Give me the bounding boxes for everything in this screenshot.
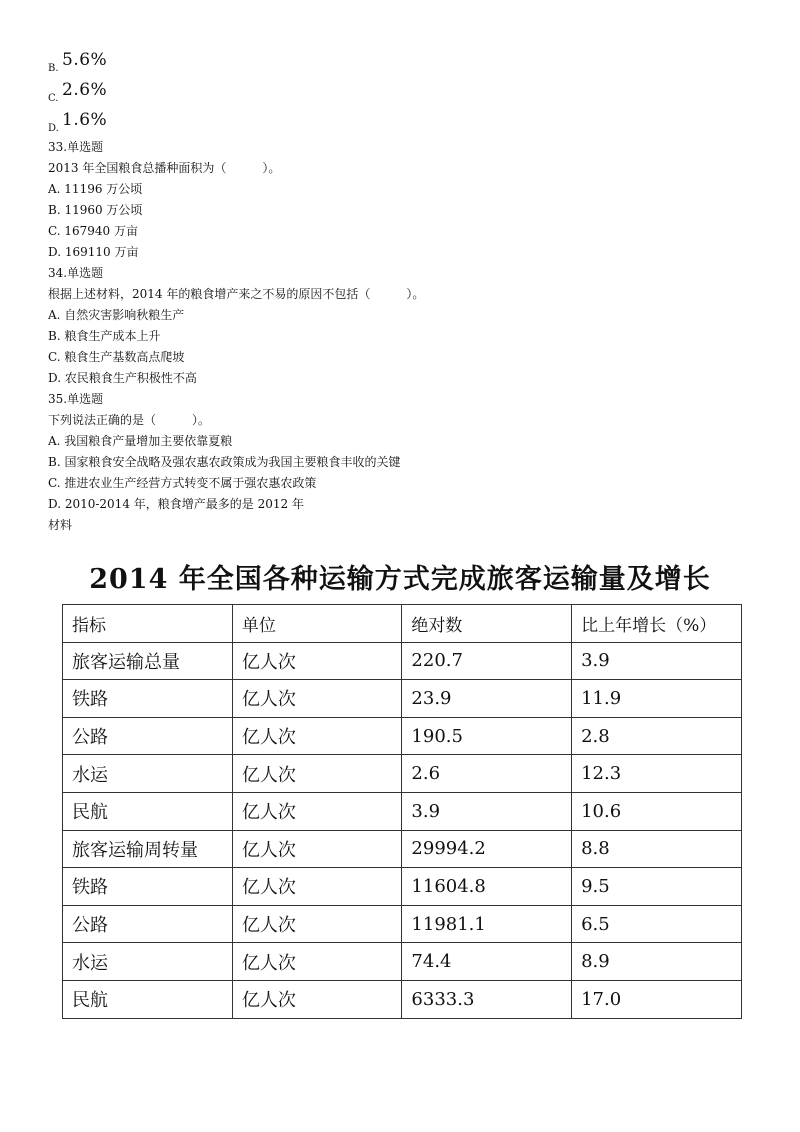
table-cell: 亿人次	[232, 943, 402, 981]
table-cell: 12.3	[572, 755, 742, 793]
question-35-option-d: D. 2010-2014 年，粮食增产最多的是 2012 年	[48, 497, 304, 511]
question-35-option-c: C. 推进农业生产经营方式转变不属于强农惠农政策	[48, 476, 317, 490]
table-header-row	[63, 605, 742, 643]
option-value: 1.6%	[62, 110, 108, 130]
table-row	[63, 792, 742, 830]
table-cell: 3.9	[402, 792, 572, 830]
option-value: 2.6%	[62, 80, 108, 100]
table-cell: 11604.8	[402, 868, 572, 906]
table-cell: 190.5	[402, 717, 572, 755]
material-label: 材料	[48, 518, 73, 532]
table-cell: 亿人次	[232, 868, 402, 906]
table-cell: 亿人次	[232, 980, 402, 1018]
table-cell: 8.8	[572, 830, 742, 868]
table-cell: 11981.1	[402, 905, 572, 943]
question-33-option-c: C. 167940 万亩	[48, 224, 139, 238]
table-cell: 亿人次	[232, 830, 402, 868]
table-cell: 民航	[63, 792, 233, 830]
question-35-option-b: B. 国家粮食安全战略及强农惠农政策成为我国主要粮食丰收的关键	[48, 455, 401, 469]
table-cell: 10.6	[572, 792, 742, 830]
table-cell: 水运	[63, 755, 233, 793]
question-33-option-d: D. 169110 万亩	[48, 245, 139, 259]
table-cell: 亿人次	[232, 905, 402, 943]
table-cell: 9.5	[572, 868, 742, 906]
table-row	[63, 755, 742, 793]
question-34-option-d: D. 农民粮食生产积极性不高	[48, 371, 197, 385]
table-cell: 民航	[63, 980, 233, 1018]
question-33-option-a: A. 11196 万公顷	[48, 182, 143, 196]
question-34-stem: 根据上述材料，2014 年的粮食增产来之不易的原因不包括（ ）。	[48, 287, 425, 301]
table-cell: 水运	[63, 943, 233, 981]
table-header-cell: 比上年增长（%）	[572, 605, 742, 643]
question-35-stem: 下列说法正确的是（ ）。	[48, 413, 211, 427]
table-cell: 亿人次	[232, 755, 402, 793]
table-row	[63, 642, 742, 680]
table-cell: 铁路	[63, 680, 233, 718]
question-35-option-a: A. 我国粮食产量增加主要依靠夏粮	[48, 434, 233, 448]
table-cell: 亿人次	[232, 680, 402, 718]
question-34-option-b: B. 粮食生产成本上升	[48, 329, 161, 343]
table-cell: 亿人次	[232, 642, 402, 680]
table-row	[63, 868, 742, 906]
table-header-cell: 单位	[232, 605, 402, 643]
table-cell: 公路	[63, 905, 233, 943]
table-header-cell: 指标	[63, 605, 233, 643]
table-row	[63, 905, 742, 943]
table-cell: 铁路	[63, 868, 233, 906]
question-33-option-b: B. 11960 万公顷	[48, 203, 143, 217]
table-row	[63, 680, 742, 718]
table-cell: 220.7	[402, 642, 572, 680]
table-cell: 旅客运输总量	[63, 642, 233, 680]
transport-table	[62, 604, 742, 1019]
table-cell: 74.4	[402, 943, 572, 981]
table-row	[63, 830, 742, 868]
table-row	[63, 980, 742, 1018]
question-34-header: 34.单选题	[48, 266, 104, 280]
question-34-option-c: C. 粮食生产基数高点爬坡	[48, 350, 185, 364]
table-header-cell: 绝对数	[402, 605, 572, 643]
option-letter: C.	[48, 93, 59, 104]
table-cell: 6333.3	[402, 980, 572, 1018]
option-value: 5.6%	[62, 50, 108, 70]
table-row	[63, 943, 742, 981]
option-letter: D.	[48, 123, 59, 134]
table-cell: 亿人次	[232, 717, 402, 755]
table-cell: 6.5	[572, 905, 742, 943]
table-cell: 23.9	[402, 680, 572, 718]
table-cell: 17.0	[572, 980, 742, 1018]
table-cell: 29994.2	[402, 830, 572, 868]
question-33-header: 33.单选题	[48, 140, 104, 154]
table-cell: 亿人次	[232, 792, 402, 830]
question-33-stem: 2013 年全国粮食总播种面积为（ ）。	[48, 161, 281, 175]
table-cell: 8.9	[572, 943, 742, 981]
option-letter: B.	[48, 63, 59, 74]
table-cell: 2.6	[402, 755, 572, 793]
table-row	[63, 717, 742, 755]
table-cell: 旅客运输周转量	[63, 830, 233, 868]
question-34-option-a: A. 自然灾害影响秋粮生产	[48, 308, 185, 322]
table-cell: 2.8	[572, 717, 742, 755]
question-35-header: 35.单选题	[48, 392, 104, 406]
table-cell: 公路	[63, 717, 233, 755]
table-cell: 3.9	[572, 642, 742, 680]
table-cell: 11.9	[572, 680, 742, 718]
table-title: 2014 年全国各种运输方式完成旅客运输量及增长	[89, 564, 711, 595]
